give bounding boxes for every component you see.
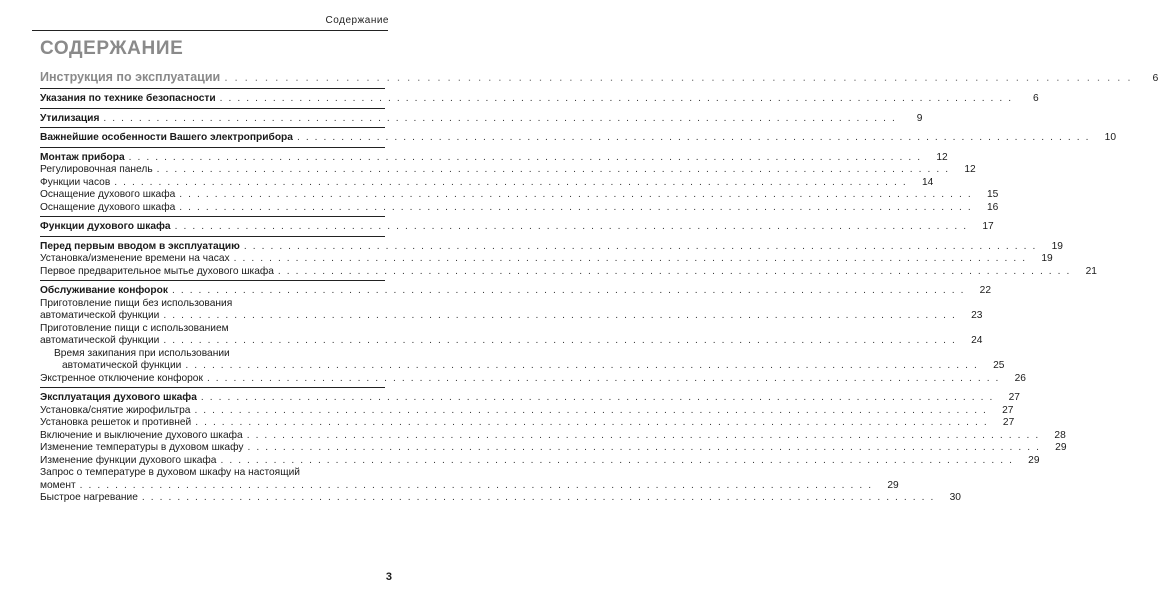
dot-leader: . . . . . . . . . . . . . . . . . . . . . . . . . . . . . . . . . . . . . . . . . . . . . . . . . . . . . . . . . . . . . . . . . . . . . . . . . . . . . . . . . . . . . . . . . . bbox=[219, 93, 1013, 104]
toc-entry-title: автоматической функции bbox=[40, 310, 160, 321]
toc-entry-install-4[interactable] bbox=[40, 201, 999, 215]
dot-leader: . . . . . . . . . . . . . . . . . . . . . . . . . . . . . . . . . . . . . . . . . . . . . . . . . . . . . . . . . . . . . . . . . . . . . . . . . . . . . . . . . . . . . . . . . . bbox=[233, 253, 1027, 264]
toc-entry-title: Быстрое нагревание bbox=[40, 492, 138, 503]
toc-entry-title: момент bbox=[40, 479, 76, 491]
section-divider bbox=[40, 387, 385, 388]
dot-leader: . . . . . . . . . . . . . . . . . . . . . . . . . . . . . . . . . . . . . . . . . . . . . . . . . . . . . . . . . . . . . . . . . . . . . . . . . . . . . . . . . . . . . . . . . . bbox=[163, 310, 957, 321]
toc-entry-hobs-d[interactable] bbox=[40, 372, 1026, 386]
dot-leader: . . . . . . . . . . . . . . . . . . . . . . . . . . . . . . . . . . . . . . . . . . . . . . . . . . . . . . . . . . . . . . . . . . . . . . . . . . . . . . . . . . . . . . . . . . bbox=[141, 492, 935, 503]
toc-entry-query-line1[interactable]: Запрос о температуре в духовом шкафу на настоящий bbox=[40, 467, 300, 478]
toc-entry-page: 24 bbox=[971, 335, 983, 346]
toc-entry-page: 15 bbox=[986, 189, 999, 200]
toc-entry-page: 17 bbox=[982, 221, 994, 232]
toc-entry-page: 27 bbox=[1002, 404, 1014, 416]
toc-entry-hobs-b-line1[interactable]: Приготовление пищи с использованием bbox=[40, 322, 229, 334]
toc-entry-title: Инструкция по эксплуатации bbox=[40, 70, 221, 84]
toc-entry-page: 14 bbox=[921, 176, 934, 188]
toc-chapter-entry[interactable] bbox=[40, 70, 1158, 86]
toc-entry-page: 27 bbox=[1008, 392, 1020, 403]
dot-leader: . . . . . . . . . . . . . . . . . . . . . . . . . . . . . . . . . . . . . . . . . . . . . . . . . . . . . . . . . . . . . . . . . . . . . . . . . . . . . . . . . . . . . . . . . . bbox=[194, 404, 988, 416]
dot-leader: . . . . . . . . . . . . . . . . . . . . . . . . . . . . . . . . . . . . . . . . . . . . . . . . . . . . . . . . . . . . . . . . . . . . . . . . . . . . . . . . . . . . . . . . . . bbox=[171, 285, 966, 296]
toc-entry-page: 19 bbox=[1051, 240, 1063, 252]
dot-leader: . . . . . . . . . . . . . . . . . . . . . . . . . . . . . . . . . . . . . . . . . . . . . . . . . . . . . . . . . . . . . . . . . . . . . . . . . . . . . . . . . . . . . . . . . . bbox=[206, 372, 1000, 384]
toc-entry-title: Изменение функции духового шкафа bbox=[40, 454, 217, 466]
toc-entry-oven-3[interactable] bbox=[40, 429, 1066, 443]
toc-entry-page: 12 bbox=[964, 164, 976, 175]
section-divider bbox=[40, 127, 385, 128]
toc-entry-title: Оснащение духового шкафа bbox=[40, 201, 176, 213]
toc-entry-install-3[interactable] bbox=[40, 189, 999, 202]
toc-entry-page: 6 bbox=[1033, 93, 1039, 104]
toc-entry-title: Оснащение духового шкафа bbox=[40, 189, 176, 200]
toc-entry-page: 23 bbox=[971, 310, 983, 321]
toc-entry-page: 12 bbox=[936, 151, 948, 163]
toc-entry-page: 29 bbox=[887, 479, 899, 491]
dot-leader: . . . . . . . . . . . . . . . . . . . . . . . . . . . . . . . . . . . . . . . . . . . . . . . . . . . . . . . . . . . . . . . . . . . . . . . . . . . . . . . . . . . . . . . . . . bbox=[277, 265, 1071, 277]
dot-leader: . . . . . . . . . . . . . . . . . . . . . . . . . . . . . . . . . . . . . . . . . . . . . . . . . . . . . . . . . . . . . . . . . . . . . . . . . . . . . . . . . . . . . . . . . . bbox=[220, 454, 1014, 466]
dot-leader: . . . . . . . . . . . . . . . . . . . . . . . . . . . . . . . . . . . . . . . . . . . . . . . . . . . . . . . . . . . . . . . . . . . . . . . . . . . . . . . . . . . . . . . . . . bbox=[247, 442, 1041, 453]
toc-entry-title: Установка/снятие жирофильтра bbox=[40, 404, 191, 416]
dot-leader: . . . . . . . . . . . . . . . . . . . . . . . . . . . . . . . . . . . . . . . . . . . . . . . . . . . . . . . . . . . . . . . . . . . . . . . . . . . . . . . . . . . . . . . . . . bbox=[179, 189, 973, 200]
toc-entry-page: 27 bbox=[1002, 417, 1015, 428]
dot-leader: . . . . . . . . . . . . . . . . . . . . . . . . . . . . . . . . . . . . . . . . . . . . . . . . . . . . . . . . . . . . . . . . . . . . . . . . . . . . . . . . . . . . . . . . . . bbox=[195, 417, 989, 428]
section-divider bbox=[40, 108, 385, 109]
toc-entry-first-use-1[interactable] bbox=[40, 253, 1053, 266]
dot-leader: . . . . . . . . . . . . . . . . . . . . . . . . . . . . . . . . . . . . . . . . . . . . . . . . . . . . . . . . . . . . . . . . . . . . . . . . . . . . . . . . . . . . . . . . . . bbox=[243, 240, 1037, 252]
toc-entry-title: Экстренное отключение конфорок bbox=[40, 372, 203, 384]
dot-leader: . . . . . . . . . . . . . . . . . . . . . . . . . . . . . . . . . . . . . . . . . . . . . . . . . . . . . . . . . . . . . . . . . . . . . . . . . . . . . . . . . . . . . . . . . . bbox=[163, 335, 957, 346]
toc-entry-title: Указания по технике безопасности bbox=[40, 93, 216, 104]
dot-leader: . . . . . . . . . . . . . . . . . . . . . . . . . . . . . . . . . . . . . . . . . . . . . . . . . . . . . . . . . . . . . . . . . . . . . . . . . . . . . . . . . . . . . . . . . . bbox=[114, 176, 908, 188]
toc-entry-hobs-a-line1[interactable]: Приготовление пищи без использования bbox=[40, 297, 233, 309]
toc-entry-page: 16 bbox=[986, 201, 999, 213]
section-divider bbox=[40, 236, 385, 237]
dot-leader: . . . . . . . . . . . . . . . . . . . . . . . . . . . . . . . . . . . . . . . . . . . . . . . . . . . . . . . . . . . . . . . . . . . . . . . . . . . . . . . . . . . . . . . . . . bbox=[103, 112, 897, 124]
toc-entry-hobs[interactable] bbox=[40, 285, 992, 298]
toc-entry-hobs-b-line2[interactable] bbox=[40, 335, 983, 348]
toc-entry-first-use[interactable] bbox=[40, 240, 1063, 254]
dot-leader: . . . . . . . . . . . . . . . . . . . . . . . . . . . . . . . . . . . . . . . . . . . . . . . . . . . . . . . . . . . . . . . . . . . . . . . . . . . . . . . . . . . . . . . . . . bbox=[224, 70, 1133, 84]
toc-entry-install-1[interactable] bbox=[40, 164, 976, 177]
toc-entry-page: 25 bbox=[993, 360, 1005, 371]
toc-entry-title: Функции часов bbox=[40, 176, 111, 188]
section-divider bbox=[40, 147, 385, 148]
toc-entry-title: Эксплуатация духового шкафа bbox=[40, 392, 197, 403]
dot-leader: . . . . . . . . . . . . . . . . . . . . . . . . . . . . . . . . . . . . . . . . . . . . . . . . . . . . . . . . . . . . . . . . . . . . . . . . . . . . . . . . . . . . . . . . . . bbox=[179, 201, 973, 213]
toc-entry-query-line2[interactable] bbox=[40, 479, 899, 493]
toc-entry-title: Регулировочная панель bbox=[40, 164, 153, 175]
toc-entry-title: Обслуживание конфорок bbox=[40, 285, 168, 296]
dot-leader: . . . . . . . . . . . . . . . . . . . . . . . . . . . . . . . . . . . . . . . . . . . . . . . . . . . . . . . . . . . . . . . . . . . . . . . . . . . . . . . . . . . . . . . . . . bbox=[200, 392, 994, 403]
toc-entry-oven-operation[interactable] bbox=[40, 392, 1020, 405]
toc-entry-title: автоматической функции bbox=[40, 335, 160, 346]
section-divider bbox=[40, 216, 385, 217]
toc-entry-page: 22 bbox=[979, 285, 992, 296]
header-rule bbox=[32, 30, 388, 31]
toc-entry-features[interactable] bbox=[40, 132, 1116, 145]
toc-entry-page: 28 bbox=[1054, 429, 1066, 441]
toc-entry-page: 29 bbox=[1055, 442, 1067, 453]
toc-entry-title: Монтаж прибора bbox=[40, 151, 125, 163]
section-divider bbox=[40, 88, 385, 89]
toc-entry-title: Первое предварительное мытье духового шкафа bbox=[40, 265, 274, 277]
toc-entry-title: Изменение температуры в духовом шкафу bbox=[40, 442, 244, 453]
dot-leader: . . . . . . . . . . . . . . . . . . . . . . . . . . . . . . . . . . . . . . . . . . . . . . . . . . . . . . . . . . . . . . . . . . . . . . . . . . . . . . . . . . . . . . . . . . bbox=[174, 221, 968, 232]
section-divider bbox=[40, 280, 385, 281]
dot-leader: . . . . . . . . . . . . . . . . . . . . . . . . . . . . . . . . . . . . . . . . . . . . . . . . . . . . . . . . . . . . . . . . . . . . . . . . . . . . . . . . . . . . . . . . . . bbox=[185, 360, 979, 371]
toc-entry-page: 6 bbox=[1152, 72, 1158, 84]
toc-entry-safety[interactable] bbox=[40, 93, 1039, 106]
toc-entry-install-2[interactable] bbox=[40, 176, 934, 190]
dot-leader: . . . . . . . . . . . . . . . . . . . . . . . . . . . . . . . . . . . . . . . . . . . . . . . . . . . . . . . . . . . . . . . . . . . . . . . . . . . . . . . . . . . . . . . . . . bbox=[128, 151, 922, 163]
dot-leader: . . . . . . . . . . . . . . . . . . . . . . . . . . . . . . . . . . . . . . . . . . . . . . . . . . . . . . . . . . . . . . . . . . . . . . . . . . . . . . . . . . . . . . . . . . bbox=[296, 132, 1090, 143]
toc-entry-disposal[interactable] bbox=[40, 112, 923, 126]
toc-entry-hobs-a-line2[interactable] bbox=[40, 310, 983, 323]
toc-entry-install[interactable] bbox=[40, 151, 948, 165]
table-of-contents bbox=[40, 70, 1158, 505]
toc-entry-oven-4[interactable] bbox=[40, 442, 1067, 455]
toc-entry-page: 21 bbox=[1085, 265, 1097, 277]
dot-leader: . . . . . . . . . . . . . . . . . . . . . . . . . . . . . . . . . . . . . . . . . . . . . . . . . . . . . . . . . . . . . . . . . . . . . . . . . . . . . . . . . . . . . . . . . . bbox=[79, 479, 873, 491]
toc-entry-hobs-c-line2[interactable] bbox=[40, 360, 1005, 373]
toc-entry-oven-2[interactable] bbox=[40, 417, 1015, 430]
toc-entry-oven-1[interactable] bbox=[40, 404, 1014, 418]
page-title: СОДЕРЖАНИЕ bbox=[40, 38, 184, 59]
toc-entry-page: 29 bbox=[1028, 454, 1040, 466]
toc-entry-oven-functions[interactable] bbox=[40, 221, 994, 234]
toc-entry-page: 30 bbox=[949, 492, 961, 503]
toc-entry-title: Включение и выключение духового шкафа bbox=[40, 429, 243, 441]
toc-entry-hobs-c-line1[interactable]: Время закипания при использовании bbox=[54, 347, 230, 359]
toc-entry-title: Установка решеток и противней bbox=[40, 417, 192, 428]
toc-entry-title: Функции духового шкафа bbox=[40, 221, 171, 232]
toc-entry-title: Важнейшие особенности Вашего электроприбора bbox=[40, 132, 293, 143]
toc-entry-page: 9 bbox=[916, 112, 923, 124]
toc-entry-oven-5[interactable] bbox=[40, 454, 1040, 468]
running-header: Содержание bbox=[325, 15, 389, 26]
toc-entry-first-use-2[interactable] bbox=[40, 265, 1097, 279]
dot-leader: . . . . . . . . . . . . . . . . . . . . . . . . . . . . . . . . . . . . . . . . . . . . . . . . . . . . . . . . . . . . . . . . . . . . . . . . . . . . . . . . . . . . . . . . . . bbox=[156, 164, 950, 175]
toc-entry-page: 10 bbox=[1104, 132, 1116, 143]
toc-entry-page: 19 bbox=[1041, 253, 1053, 264]
toc-entry-title: автоматической функции bbox=[62, 360, 182, 371]
dot-leader: . . . . . . . . . . . . . . . . . . . . . . . . . . . . . . . . . . . . . . . . . . . . . . . . . . . . . . . . . . . . . . . . . . . . . . . . . . . . . . . . . . . . . . . . . . bbox=[246, 429, 1040, 441]
toc-entry-title: Утилизация bbox=[40, 112, 100, 124]
toc-entry-page: 26 bbox=[1014, 372, 1026, 384]
toc-entry-title: Установка/изменение времени на часах bbox=[40, 253, 230, 264]
toc-entry-quick-heat[interactable] bbox=[40, 492, 961, 505]
page-number: 3 bbox=[385, 571, 392, 583]
toc-entry-title: Перед первым вводом в эксплуатацию bbox=[40, 240, 240, 252]
